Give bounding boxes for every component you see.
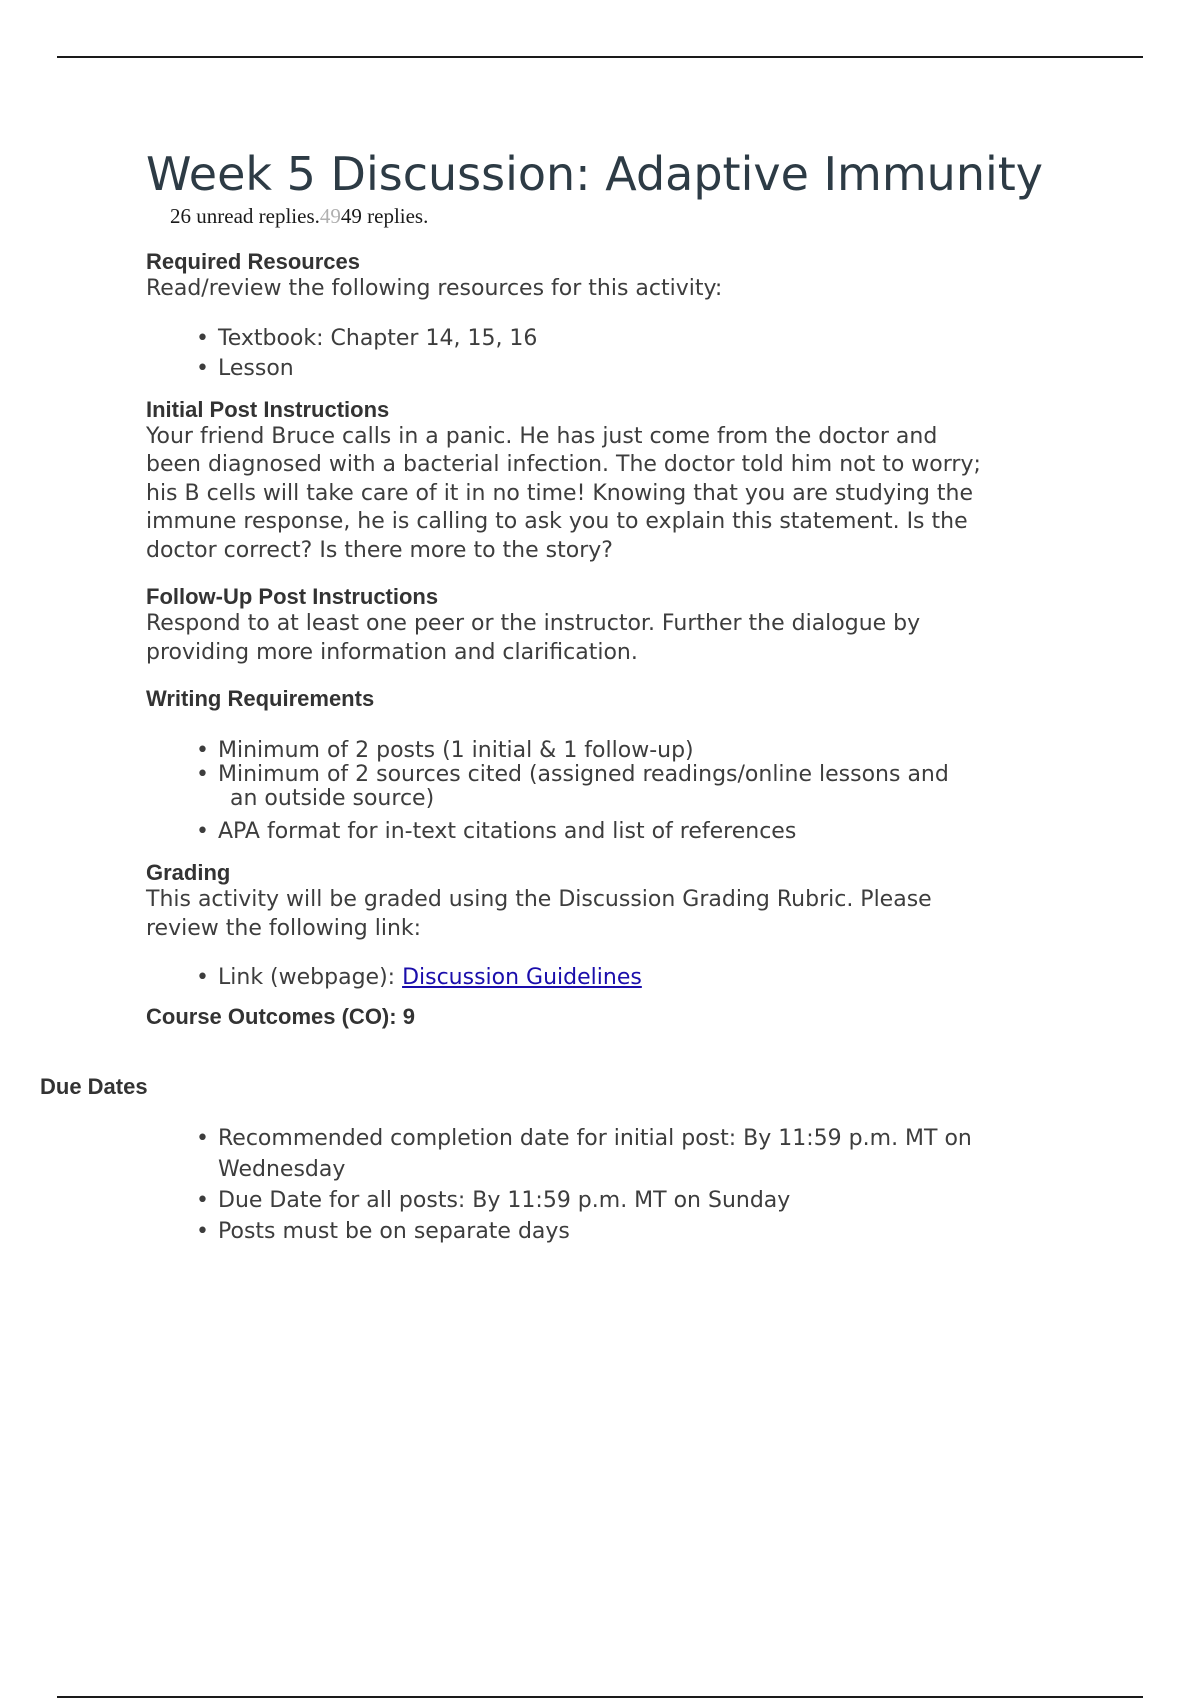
grading-heading: Grading (146, 860, 231, 885)
text-line: providing more information and clarification. (146, 639, 638, 665)
due-dates-section (146, 1123, 1076, 1247)
course-outcomes-heading: Course Outcomes (CO): 9 (146, 1004, 415, 1029)
top-divider (57, 56, 1143, 58)
text-line: Wednesday (218, 1157, 346, 1182)
text-line: Respond to at least one peer or the instructor. Further the dialogue by (146, 611, 921, 636)
list-item: • Minimum of 2 posts (1 initial & 1 follow-up) (196, 739, 1076, 763)
unread-replies: 26 unread replies. (170, 204, 320, 228)
link-prefix: Link (webpage): (218, 965, 403, 990)
list-item: • Due Date for all posts: By 11:59 p.m. MT on Sunday (196, 1185, 1076, 1216)
text-line: an outside source) (230, 786, 435, 811)
list-item: • Textbook: Chapter 14, 15, 16 (196, 324, 1076, 354)
text-line: Recommended completion date for initial post: By 11:59 p.m. MT on (218, 1126, 972, 1151)
follow-up-heading: Follow-Up Post Instructions (146, 584, 439, 609)
page-title: Week 5 Discussion: Adaptive Immunity (146, 147, 1044, 201)
discussion-content (146, 146, 1076, 1030)
initial-post-heading: Initial Post Instructions (146, 396, 390, 422)
follow-up-text (146, 610, 1076, 667)
due-dates-heading: Due Dates (40, 1074, 148, 1099)
resources-list (146, 324, 1076, 384)
text-line: This activity will be graded using the Discussion Grading Rubric. Please (146, 887, 932, 912)
bottom-divider (57, 1696, 1143, 1698)
initial-post-text (146, 423, 1076, 566)
writing-requirements-list (146, 739, 1076, 847)
text-line: immune response, he is calling to ask you to explain this statement. Is the (146, 509, 968, 534)
required-resources-intro: Read/review the following resources for this activity: (146, 276, 723, 301)
reply-count-hidden: 49 (319, 204, 341, 228)
discussion-guidelines-link[interactable]: Discussion Guidelines (402, 965, 642, 990)
reply-count (170, 202, 1076, 230)
required-resources-heading: Required Resources (146, 249, 360, 274)
writing-requirements-heading: Writing Requirements (146, 686, 375, 711)
text-line: review the following link: (146, 915, 422, 941)
grading-text (146, 886, 1076, 943)
text-line: been diagnosed with a bacterial infection. The doctor told him not to worry; (146, 452, 981, 477)
text-line: Your friend Bruce calls in a panic. He has just come from the doctor and (146, 423, 938, 449)
list-item: • APA format for in-text citations and list of references (196, 817, 1076, 847)
text-line: doctor correct? Is there more to the story? (146, 537, 613, 563)
list-item (196, 763, 1076, 811)
list-item (196, 963, 1076, 993)
text-line: his B cells will take care of it in no time! Knowing that you are studying the (146, 480, 974, 506)
list-item: • Lesson (196, 354, 1076, 384)
list-item (196, 1123, 1076, 1185)
list-item: • Posts must be on separate days (196, 1216, 1076, 1247)
text-line: Minimum of 2 sources cited (assigned readings/online lessons and (218, 762, 949, 787)
due-dates-list (146, 1123, 1076, 1247)
grading-links-list (146, 963, 1076, 993)
total-replies: 49 replies. (340, 204, 429, 228)
